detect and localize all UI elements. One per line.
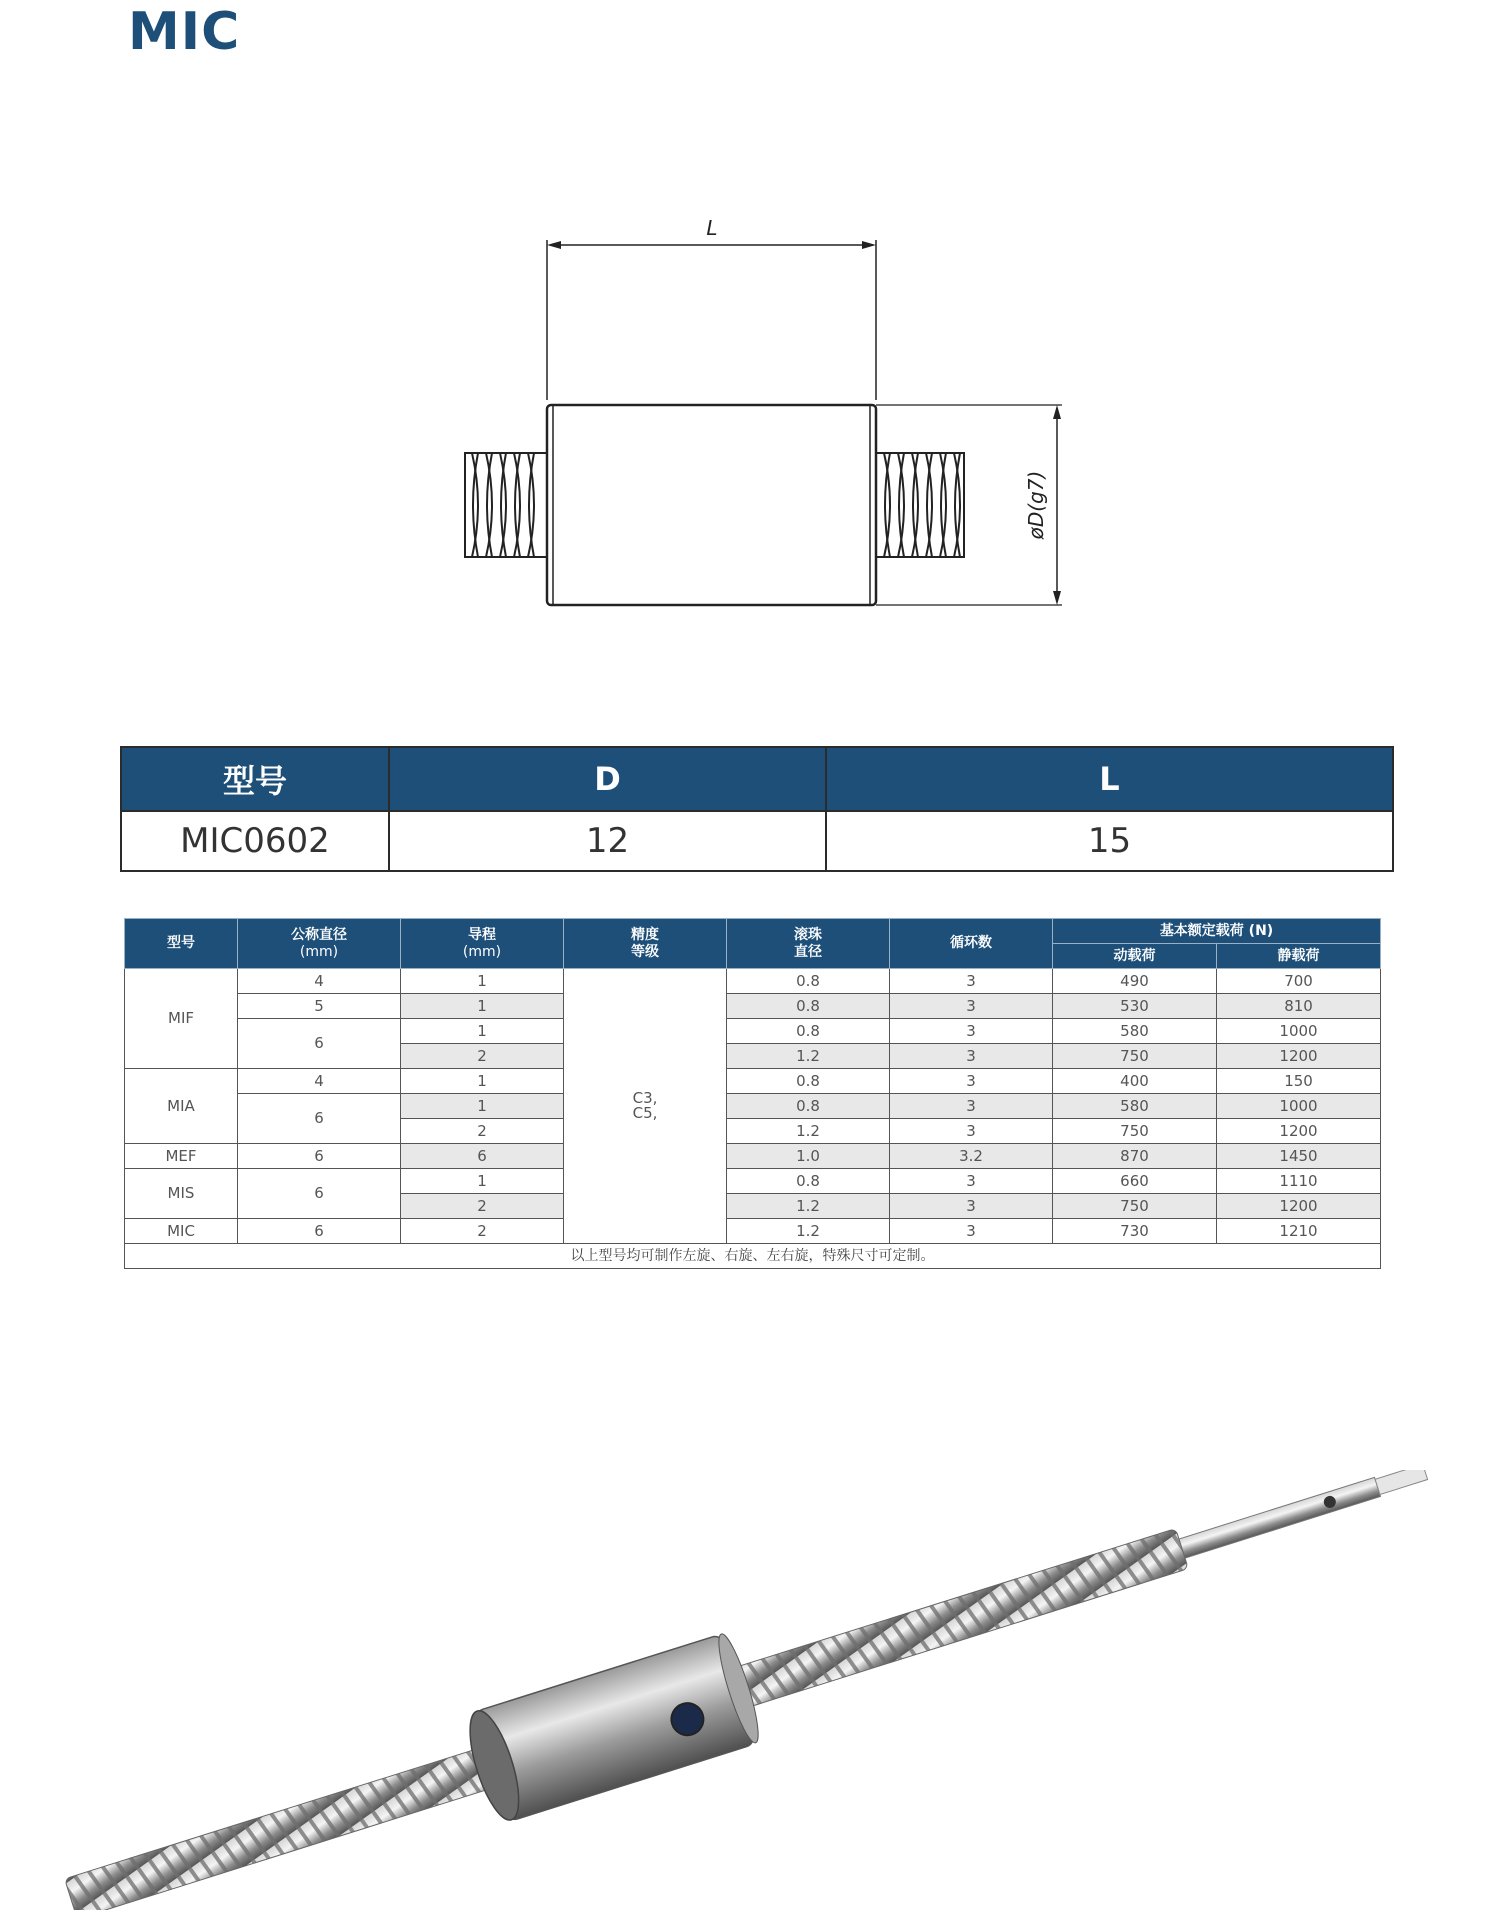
- cell-lead: 1: [401, 969, 564, 994]
- cell-lead: 2: [401, 1044, 564, 1069]
- col-header-static: 静载荷: [1217, 944, 1381, 969]
- cell-ball: 1.2: [727, 1044, 890, 1069]
- col-header-cycles: 循环数: [890, 919, 1053, 969]
- cell-lead: 1: [401, 1169, 564, 1194]
- cell-model: MEF: [125, 1144, 238, 1169]
- table-row: [125, 1094, 1381, 1119]
- cell-cycles: 3: [890, 1019, 1053, 1044]
- col-header-nominal: [238, 919, 401, 969]
- header-text: 直径: [794, 943, 822, 960]
- col-header-dynamic: 动载荷: [1053, 944, 1217, 969]
- cell-model: MIA: [125, 1069, 238, 1144]
- header-text: 导程: [468, 926, 496, 943]
- cell-dynamic: 580: [1053, 1094, 1217, 1119]
- cell-ball: 1.0: [727, 1144, 890, 1169]
- col-header-model: 型号: [125, 919, 238, 969]
- cell-dynamic: 530: [1053, 994, 1217, 1019]
- page-title: MIC: [128, 2, 241, 62]
- table-row: [125, 1144, 1381, 1169]
- cell-lead: 2: [401, 1194, 564, 1219]
- cell-static: 810: [1217, 994, 1381, 1019]
- cell-ball: 1.2: [727, 1219, 890, 1244]
- cell-dynamic: 730: [1053, 1219, 1217, 1244]
- dim-length-label: L: [706, 216, 718, 240]
- cell-static: 1450: [1217, 1144, 1381, 1169]
- cell-ball: 0.8: [727, 994, 890, 1019]
- cell-ball: 0.8: [727, 1019, 890, 1044]
- cell-precision: [564, 969, 727, 1244]
- screw-left: [465, 453, 547, 557]
- header-text: 公称直径: [291, 926, 347, 943]
- cell-model: MIC: [125, 1219, 238, 1244]
- screw-right: [876, 453, 964, 557]
- nut-body: [547, 405, 876, 605]
- cell-ball: 1.2: [727, 1194, 890, 1219]
- cell-model: MIC0602: [121, 811, 389, 871]
- cell-nominal: 6: [238, 1094, 401, 1144]
- cell-lead: 2: [401, 1219, 564, 1244]
- cell-static: 1210: [1217, 1219, 1381, 1244]
- precision-text: C5,: [632, 1104, 658, 1122]
- cell-ball: 0.8: [727, 1169, 890, 1194]
- precision-text: C3,: [632, 1089, 658, 1107]
- table-row: [125, 969, 1381, 994]
- cell-ball: 0.8: [727, 1094, 890, 1119]
- table-row: [125, 1219, 1381, 1244]
- table-row: [125, 994, 1381, 1019]
- cell-nominal: 4: [238, 1069, 401, 1094]
- cell-nominal: 6: [238, 1169, 401, 1219]
- cell-cycles: 3: [890, 1069, 1053, 1094]
- col-header-model: 型号: [121, 747, 389, 811]
- cell-static: 1000: [1217, 1094, 1381, 1119]
- cell-cycles: 3: [890, 1044, 1053, 1069]
- cell-nominal: 5: [238, 994, 401, 1019]
- cell-dynamic: 580: [1053, 1019, 1217, 1044]
- col-header-ball: [727, 919, 890, 969]
- cell-cycles: 3: [890, 969, 1053, 994]
- col-header-lead: [401, 919, 564, 969]
- cell-lead: 1: [401, 1094, 564, 1119]
- table-row: [125, 1069, 1381, 1094]
- specification-table: [124, 918, 1381, 1269]
- header-unit: (mm): [299, 943, 339, 960]
- cell-lead: 1: [401, 994, 564, 1019]
- cell-nominal: 6: [238, 1219, 401, 1244]
- cell-dynamic: 750: [1053, 1119, 1217, 1144]
- cell-dynamic: 660: [1053, 1169, 1217, 1194]
- cell-ball: 1.2: [727, 1119, 890, 1144]
- cell-cycles: 3: [890, 1169, 1053, 1194]
- cell-cycles: 3: [890, 1194, 1053, 1219]
- header-unit: (mm): [462, 943, 502, 960]
- cell-static: 700: [1217, 969, 1381, 994]
- header-text: 等级: [631, 943, 659, 960]
- cell-dynamic: 750: [1053, 1194, 1217, 1219]
- col-header-precision: [564, 919, 727, 969]
- cell-nominal: 6: [238, 1019, 401, 1069]
- ball-screw-nut-drawing: [440, 205, 1080, 625]
- cell-cycles: 3: [890, 1219, 1053, 1244]
- dim-diameter-label: øD(g7): [1024, 470, 1048, 540]
- cell-static: 1110: [1217, 1169, 1381, 1194]
- col-header-l: L: [826, 747, 1393, 811]
- cell-static: 1200: [1217, 1194, 1381, 1219]
- cell-static: 1000: [1217, 1019, 1381, 1044]
- col-header-d: D: [389, 747, 826, 811]
- cell-lead: 6: [401, 1144, 564, 1169]
- cell-lead: 1: [401, 1069, 564, 1094]
- cell-nominal: 6: [238, 1144, 401, 1169]
- cell-ball: 0.8: [727, 969, 890, 994]
- cell-static: 1200: [1217, 1119, 1381, 1144]
- cell-dynamic: 750: [1053, 1044, 1217, 1069]
- cell-static: 1200: [1217, 1044, 1381, 1069]
- cell-cycles: 3: [890, 1119, 1053, 1144]
- cell-model: MIF: [125, 969, 238, 1069]
- cell-dynamic: 400: [1053, 1069, 1217, 1094]
- ball-screw-product-photo: [60, 1470, 1460, 1910]
- cell-d: 12: [389, 811, 826, 871]
- table-row: [125, 1169, 1381, 1194]
- table-row: [121, 811, 1393, 871]
- cell-lead: 2: [401, 1119, 564, 1144]
- header-text: 滚珠: [794, 926, 822, 943]
- cell-model: MIS: [125, 1169, 238, 1219]
- header-text: 精度: [631, 926, 659, 943]
- cell-l: 15: [826, 811, 1393, 871]
- cell-lead: 1: [401, 1019, 564, 1044]
- col-header-load: 基本额定载荷 (N): [1053, 919, 1381, 944]
- table-footnote: 以上型号均可制作左旋、右旋、左右旋，特殊尺寸可定制。: [125, 1244, 1381, 1269]
- cell-dynamic: 490: [1053, 969, 1217, 994]
- cell-nominal: 4: [238, 969, 401, 994]
- cell-cycles: 3: [890, 994, 1053, 1019]
- cell-static: 150: [1217, 1069, 1381, 1094]
- cell-cycles: 3: [890, 1094, 1053, 1119]
- cell-cycles: 3.2: [890, 1144, 1053, 1169]
- table-row: [125, 1019, 1381, 1044]
- dimensions-table: [120, 746, 1394, 872]
- cell-dynamic: 870: [1053, 1144, 1217, 1169]
- cell-ball: 0.8: [727, 1069, 890, 1094]
